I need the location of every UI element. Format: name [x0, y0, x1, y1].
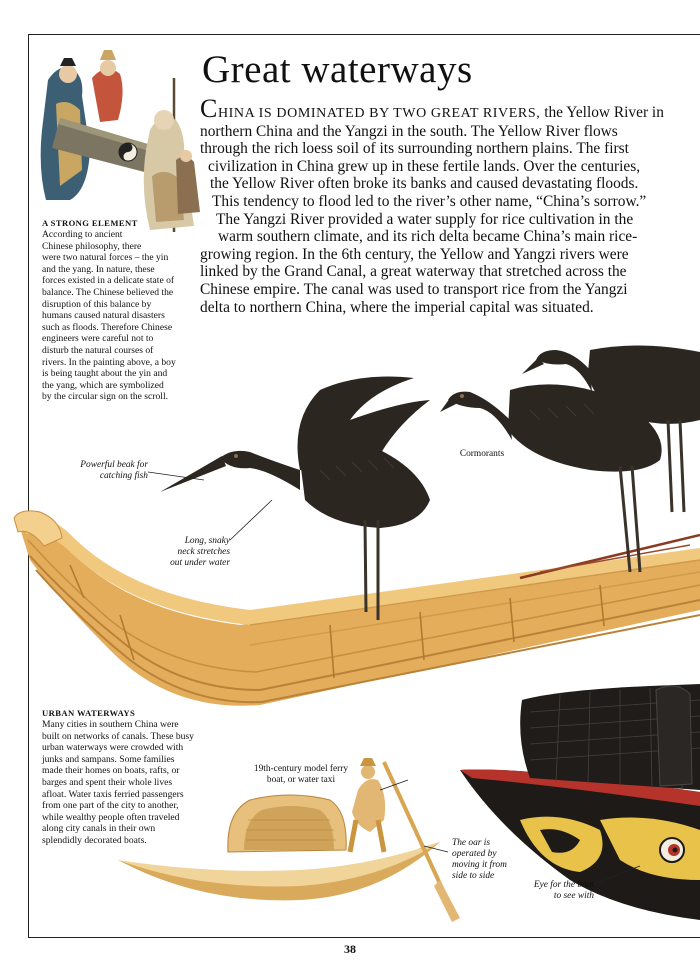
sidebar-line: rivers. In the painting above, a boy	[42, 356, 176, 368]
sidebar-line: the yang, which are symbolized	[42, 379, 164, 391]
caption-line: out under water	[170, 558, 230, 568]
caption-cormorants: Cormorants	[459, 449, 505, 459]
sidebar-line: barges and spent their whole lives	[42, 776, 173, 788]
intro-drop-cap: C	[200, 94, 218, 123]
sidebar-line: made their homes on boats, rafts, or	[42, 765, 180, 777]
sidebar-line: engineers were careful not to	[42, 333, 154, 345]
caption-eye	[522, 880, 594, 902]
intro-line-7: The Yangzi River provided a water supply for rice cultivation in the	[216, 210, 634, 228]
sidebar-line: forces existed in a delicate state of	[42, 275, 175, 287]
caption-neck	[160, 536, 230, 569]
caption-line: to see with	[553, 891, 594, 901]
intro-line-11: Chinese empire. The canal was used to transport rice from the Yangzi	[200, 280, 628, 298]
sidebar-line: disruption of this balance by	[42, 298, 152, 310]
sidebar-line: while wealthy people often traveled	[42, 811, 180, 823]
sidebar-strong-element	[42, 218, 197, 403]
intro-line-8: warm southern climate, and its rich delta became China’s main rice-	[218, 228, 638, 246]
caption-line: 19th-century model ferry	[253, 764, 349, 774]
sidebar-body	[42, 229, 197, 403]
intro-line-2: northern China and the Yangzi in the south. The Yellow River flows	[200, 122, 618, 140]
sidebar-heading: URBAN WATERWAYS	[42, 708, 136, 718]
sidebar-line: According to ancient	[42, 229, 123, 240]
intro-line-4: civilization in China grew up in these fertile lands. Over the centuries,	[208, 157, 641, 175]
painting-sages-scroll	[41, 50, 200, 232]
sidebar-line: afloat. Water taxis ferried passengers	[42, 788, 184, 800]
intro-line-10: linked by the Grand Canal, a great waterway that stretched across the	[200, 263, 627, 281]
bamboo-raft-model	[14, 511, 700, 706]
caption-line: Powerful beak for	[80, 460, 148, 470]
caption-line: Long, snaky	[184, 536, 230, 546]
sidebar-line: humans caused natural disasters	[42, 310, 165, 322]
sidebar-line: balance. The Chinese believed the	[42, 286, 174, 298]
caption-line: neck stretches	[177, 547, 230, 557]
sidebar-line: Many cities in southern China were	[42, 719, 179, 730]
intro-line-1-rest: the Yellow River in	[540, 104, 664, 121]
intro-line-6: This tendency to flood led to the river’s other name, “China’s sorrow.”	[212, 192, 647, 210]
sidebar-line: urban waterways were crowded with	[42, 742, 184, 754]
sidebar-line: from one part of the city to another,	[42, 800, 179, 812]
intro-line-5: the Yellow River often broke its banks and caused devastating floods.	[210, 175, 639, 193]
intro-line-12: delta to northern China, where the imperial capital was situated.	[200, 298, 594, 316]
sidebar-line: and the yang. In nature, these	[42, 263, 155, 275]
sidebar-line: along city canals in their own	[42, 823, 156, 835]
sidebar-line: junks and sampans. Some families	[42, 753, 175, 765]
sidebar-line: were two natural forces – the yin	[42, 252, 169, 264]
caption-line: moving it from	[452, 860, 507, 870]
intro-lead	[200, 94, 541, 123]
caption-oar	[452, 838, 522, 882]
sidebar-line: Chinese philosophy, there	[42, 240, 142, 252]
sidebar-line: such as floods. Therefore Chinese	[42, 321, 173, 333]
caption-line: The oar is	[452, 838, 491, 848]
sidebar-line: built on networks of canals. These busy	[42, 730, 194, 742]
caption-line: side to side	[452, 871, 495, 881]
caption-beak	[78, 460, 148, 482]
sidebar-heading: A STRONG ELEMENT	[42, 218, 138, 228]
intro-line-3: through the rich loess soil of its surrounding northern plains. The first	[200, 140, 629, 158]
intro-line-9: growing region. In the 6th century, the Yellow and Yangzi rivers were	[200, 245, 629, 263]
sidebar-line: disturb the natural courses of	[42, 344, 154, 356]
intro-lead-smallcaps: HINA IS DOMINATED BY TWO GREAT RIVERS,	[217, 106, 541, 121]
caption-line: operated by	[452, 849, 497, 859]
sidebar-line: is being taught about the yin and	[42, 368, 168, 380]
sidebar-line: by the circular sign on the scroll.	[42, 391, 169, 403]
caption-ferry	[236, 764, 366, 786]
sidebar-body	[42, 719, 202, 847]
sidebar-urban-waterways	[42, 708, 202, 847]
caption-line: Eye for the boat	[533, 880, 594, 890]
sidebar-line: splendidly decorated boats.	[42, 834, 147, 846]
caption-line: catching fish	[99, 471, 148, 481]
intro-paragraph	[200, 94, 680, 316]
intro-line-1	[200, 94, 680, 123]
page-number: 38	[344, 942, 356, 956]
caption-line: boat, or water taxi	[266, 775, 336, 785]
page-title: Great waterways	[202, 48, 473, 91]
